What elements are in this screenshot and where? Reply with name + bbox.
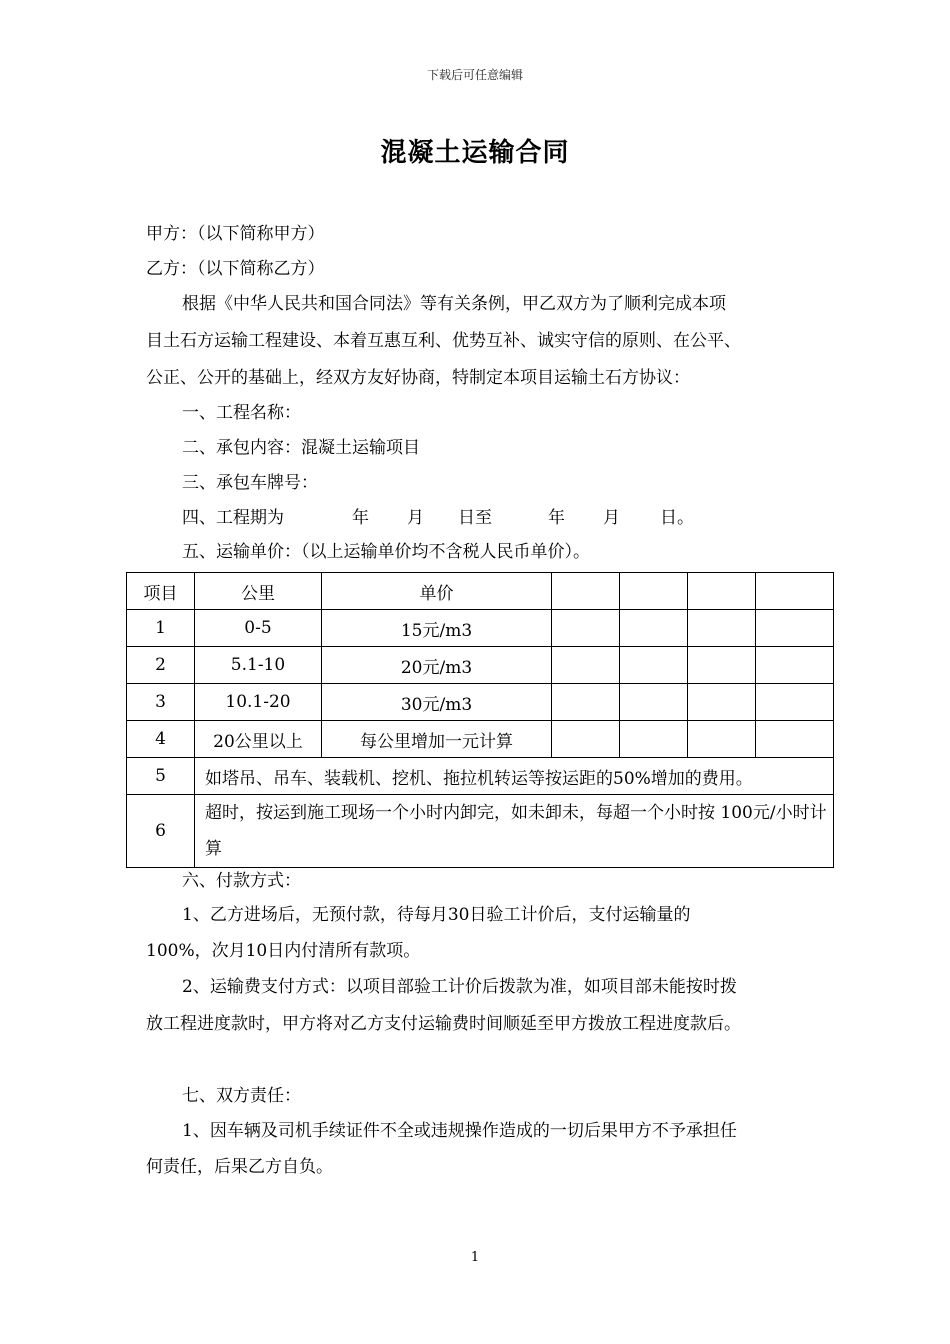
intro-line-1: 根据《中华人民共和国合同法》等有关条例，甲乙双方为了顺利完成本项 [182, 294, 726, 314]
empty-cell [756, 684, 834, 721]
row-km: 20公里以上 [195, 721, 322, 758]
item-project-name: 一、工程名称： [182, 403, 301, 423]
payment-heading: 六、付款方式： [182, 871, 301, 891]
empty-cell [688, 573, 756, 610]
empty-cell [620, 647, 688, 684]
item-unit-price: 五、运输单价：（以上运输单价均不含税人民币单价）。 [182, 542, 590, 562]
empty-cell [688, 721, 756, 758]
row-note: 如塔吊、吊车、装载机、挖机、拖拉机转运等按运距的50%增加的费用。 [195, 758, 834, 795]
intro-line-3: 公正、公开的基础上，经双方友好协商，特制定本项目运输土石方协议： [146, 368, 690, 388]
empty-cell [552, 721, 620, 758]
period-day-to: 日至 [458, 508, 492, 528]
empty-cell [620, 721, 688, 758]
empty-cell [552, 647, 620, 684]
item-plate-number: 三、承包车牌号： [182, 473, 318, 493]
party-b-line: 乙方：（以下简称乙方） [146, 259, 325, 279]
row-note: 超时，按运到施工现场一个小时内卸完，如未卸未，每超一个小时按 100元/小时计算 [195, 795, 834, 868]
empty-cell [688, 684, 756, 721]
header-item: 项目 [127, 573, 195, 610]
row-km: 10.1-20 [195, 684, 322, 721]
empty-cell [756, 647, 834, 684]
responsibility-r1-line-1: 1、因车辆及司机手续证件不全或违规操作造成的一切后果甲方不予承担任 [182, 1121, 737, 1141]
header-price: 单价 [322, 573, 552, 610]
price-table [126, 572, 834, 868]
empty-cell [620, 573, 688, 610]
empty-cell [756, 721, 834, 758]
row-no: 5 [127, 758, 195, 795]
row-no: 6 [127, 795, 195, 868]
party-a-line: 甲方：（以下简称甲方） [146, 224, 325, 244]
header-km: 公里 [195, 573, 322, 610]
table-row [127, 758, 834, 795]
empty-cell [552, 684, 620, 721]
document-title: 混凝土运输合同 [380, 138, 570, 168]
intro-line-2: 目土石方运输工程建设、本着互惠互利、优势互补、诚实守信的原则、在公平、 [146, 331, 741, 351]
item-contract-content: 二、承包内容：混凝土运输项目 [182, 438, 420, 458]
empty-cell [756, 610, 834, 647]
row-price: 30元/m3 [322, 684, 552, 721]
payment-p2-line-2: 放工程进度款时，甲方将对乙方支付运输费时间顺延至甲方拨放工程进度款后。 [146, 1014, 741, 1034]
row-no: 3 [127, 684, 195, 721]
payment-p1-line-1: 1、乙方进场后，无预付款，待每月30日验工计价后，支付运输量的 [182, 905, 691, 925]
table-header-row [127, 573, 834, 610]
empty-cell [620, 684, 688, 721]
row-no: 4 [127, 721, 195, 758]
empty-cell [552, 573, 620, 610]
empty-cell [688, 610, 756, 647]
responsibility-r1-line-2: 何责任，后果乙方自负。 [146, 1157, 333, 1177]
row-km: 5.1-10 [195, 647, 322, 684]
table-row [127, 795, 834, 868]
table-row [127, 610, 834, 647]
empty-cell [552, 610, 620, 647]
row-no: 2 [127, 647, 195, 684]
period-year-2: 年 [548, 508, 565, 528]
responsibility-heading: 七、双方责任： [182, 1086, 301, 1106]
row-price: 每公里增加一元计算 [322, 721, 552, 758]
empty-cell [620, 610, 688, 647]
row-price: 15元/m3 [322, 610, 552, 647]
page-number: 1 [470, 1250, 480, 1265]
table-row [127, 721, 834, 758]
period-year-1: 年 [352, 508, 369, 528]
item-project-period [182, 506, 694, 530]
payment-p2-line-1: 2、运输费支付方式：以项目部验工计价后拨款为准，如项目部未能按时拨 [182, 977, 737, 997]
row-km: 0-5 [195, 610, 322, 647]
period-day-2: 日。 [660, 508, 694, 528]
table-row [127, 647, 834, 684]
empty-cell [688, 647, 756, 684]
table-row [127, 684, 834, 721]
empty-cell [756, 573, 834, 610]
payment-p1-line-2: 100%，次月10日内付清所有款项。 [146, 941, 421, 961]
period-month-2: 月 [603, 508, 620, 528]
header-note: 下载后可任意编辑 [426, 68, 523, 82]
period-label: 四、工程期为 [182, 508, 284, 528]
period-month-1: 月 [407, 508, 424, 528]
row-no: 1 [127, 610, 195, 647]
row-price: 20元/m3 [322, 647, 552, 684]
